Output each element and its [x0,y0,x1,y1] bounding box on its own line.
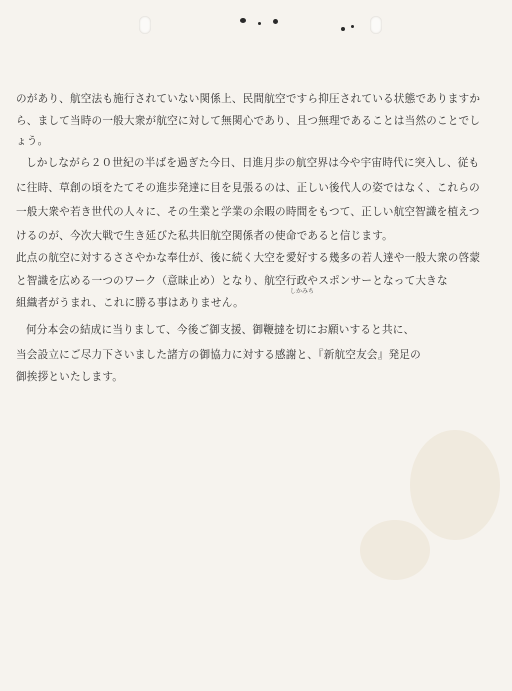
text-line: のがあり、航空法も施行されていない関係上、民間航空ですら抑圧されている状態でありますか [16,93,481,105]
text-line: ょう。 [16,135,49,147]
text-line: しかしながら２０世紀の半ばを過ぎた今日、日進月歩の航空界は今や宇宙時代に突入し、従も [26,157,480,169]
text-line: 一般大衆や若き世代の人々に、その生業と学業の余暇の時間をもつて、正しい航空智識を植えつ [16,206,480,218]
ruby-annotation: しかみち [290,288,315,295]
ink-speck [240,18,246,23]
punch-hole-left [139,16,151,34]
text-line: と智識を広める一つのワーク（意昧止め）となり、航空行政やスポンサーとなって大きな [16,275,448,287]
text-line: 御挨拶といたします。 [16,371,124,383]
text-line: 此点の航空に対するささやかな奉仕が、後に続く大空を愛好する幾多の若人達や一般大衆の啓蒙 [16,252,481,264]
text-line: 何分本会の結成に当りまして、今後ご御支援、御鞭撻を切にお願いすると共に、 [26,324,415,336]
ink-speck [351,25,354,28]
text-line: けるのが、今次大戦で生き延びた私共旧航空関係者の使命であると信じます。 [16,230,393,242]
paper-stain [410,430,500,540]
text-line: 組織者がうまれ、これに勝る事はありません。 [16,297,244,309]
ink-speck [258,22,261,25]
text-line: ら、まして当時の一般大衆が航空に対して無関心であり、且つ無理であることは当然のことでし [16,115,481,127]
ink-speck [341,27,345,31]
paper-stain [360,520,430,580]
ink-speck [273,19,278,24]
text-line: に往時、草創の頃をたてその進歩発達に目を見張るのは、正しい後代人の姿ではなく、これらの [16,182,480,194]
text-line: 当会設立にご尽力下さいました諸方の御協力に対する感謝と、『新航空友会』発足の [16,349,421,361]
punch-hole-right [370,16,382,34]
